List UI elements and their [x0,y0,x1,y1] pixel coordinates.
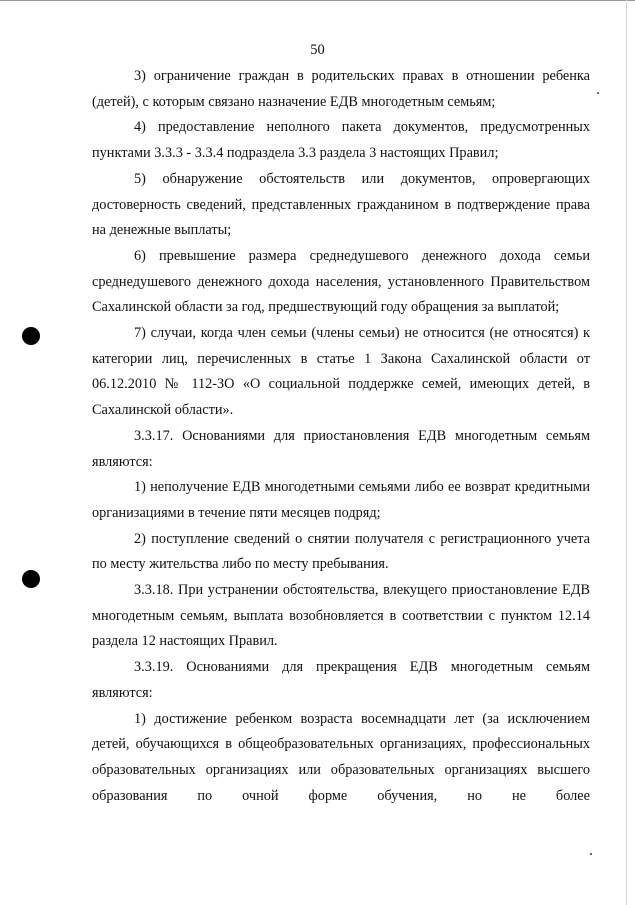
paragraph-3-3-19: 3.3.19. Основаниями для прекращения ЕДВ многодетным семьям являются: [92,659,590,701]
paragraph-item-3: 3) ограничение граждан в родительских правах в отношении ребенка (детей), с которым связано назначение ЕДВ многодетным семьям; [92,68,590,110]
page-top-edge [0,0,635,1]
paragraph-item-6: 6) превышение размера среднедушевого денежного дохода семьи среднедушевого денежного дохода населения, установленного Правительством Сахалинской области за год, предшествующий году обращения за выплатой; [92,247,590,316]
paragraph-item-7: 7) случаи, когда член семьи (члены семьи) не относится (не относятся) к категории лиц, перечисленных в статье 1 Закона Сахалинской области от 06.12.2010 № 112-ЗО «О социальной поддержке семей, имеющих детей, в Сахалинской области». [92,325,590,419]
paragraph-item-5: 5) обнаружение обстоятельств или документов, опровергающих достоверность сведений, представленных гражданином в подтверждение права на денежные выплаты; [92,170,590,239]
scan-speck [597,92,599,94]
scan-speck [590,853,592,855]
paragraph-3-3-17-item-2: 2) поступление сведений о снятии получателя с регистрационного учета по месту жительства либо по месту пребывания. [92,530,590,573]
punch-hole-top [22,327,40,345]
page-number: 50 [310,42,325,58]
document-body [92,64,590,809]
punch-hole-bottom [22,570,40,588]
paragraph-item-4: 4) предоставление неполного пакета документов, предусмотренных пунктами 3.3.3 - 3.3.4 подраздела 3.3 раздела 3 настоящих Правил; [92,119,590,162]
paragraph-3-3-17-item-1: 1) неполучение ЕДВ многодетными семьями либо ее возврат кредитными организациями в течение пяти месяцев подряд; [92,479,590,521]
page-right-edge [626,0,627,905]
paragraph-3-3-17: 3.3.17. Основаниями для приостановления ЕДВ многодетным семьям являются: [92,427,590,470]
paragraph-3-3-19-item-1: 1) достижение ребенком возраста восемнадцати лет (за исключением детей, обучающихся в общеобразовательных организациях, профессиональных образовательных организациях или образовательных организациях высшего образования по очной форме обучения, но не более [92,710,590,804]
paragraph-3-3-18: 3.3.18. При устранении обстоятельства, влекущего приостановление ЕДВ многодетным семьям, выплата возобновляется в соответствии с пунктом 12.14 раздела 12 настоящих Правил. [92,582,590,650]
